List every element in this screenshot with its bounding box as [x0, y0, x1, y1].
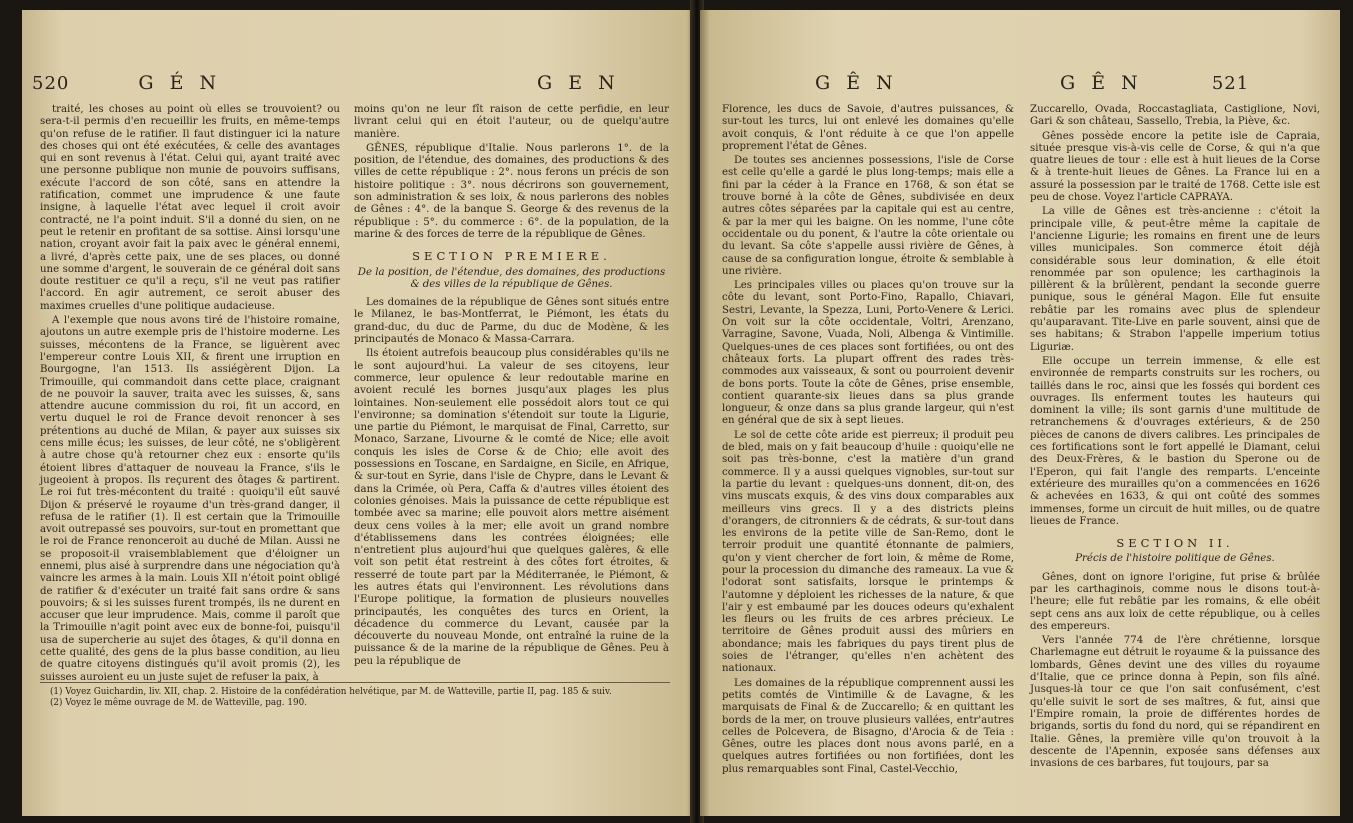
paragraph: Elle occupe un terrein immense, & elle est environnée de remparts construits sur les rochers, ou taillés dans le roc, ainsi que les fossés qui bordent ces ouvrages. Ils enferment toutes les hauteurs qui dominent la ville; ils sont garnis d'une multitude de retranchemens & d'ouvrages extérieurs, & de 250 pièces de canons de divers calibres. Les principales de ces fortifications sont le fort appellé le Diamant, celui des Deux-Frères, & le bastion du Sperone ou de l'Eperon, qui fait l'angle des remparts. L'enceinte extérieure des murailles qu'on a commencées en 1626 & achevées en 1633, & qui ont coûté des sommes immenses, forme un circuit de huit milles, ou de quatre lieues de France.: [1030, 355, 1320, 527]
paragraph: traité, les choses au point où elles se trouvoient? ou sera-t-il permis d'en recueillir les fruits, en même-temps qu'on refuse de le ratifier. Il faut distinguer ici la nature des choses qui ont été exécutées, & celle des avantages qui en sont revenus à l'état. Celui qui, ayant traité avec une personne publique non munie de pouvoirs suffisans, exécute l'accord de son côté, sans en attendre la ratification, commet une imprudence & une faute insigne, à laquelle l'état avec lequel il croit avoir contracté, ne l'a point induit. S'il a donné du sien, on ne peut le retenir en profitant de sa sottise. Ainsi lorsqu'une nation, croyant avoir fait la paix avec le général ennemi, a livré, d'après cette paix, une de ses places, ou donné une somme d'argent, le souverain de ce général doit sans doute restituer ce qu'il a reçu, s'il ne veut pas ratifier l'accord. En agir autrement, ce seroit abuser des maximes cruelles d'une politique audacieuse.: [40, 104, 340, 312]
left-page-number-header: [32, 72, 221, 100]
paragraph: moins qu'on ne leur fît raison de cette perfidie, en leur livrant celui qui en étoit l'auteur, ou de quelqu'autre manière.: [354, 104, 669, 140]
page-number-left: 520: [32, 73, 70, 94]
paragraph: Les principales villes ou places qu'on trouve sur la côte du levant, sont Porto-Fino, Rapallo, Chiavari, Sestri, Levante, la Spezza, Luni, Porto-Venere & Lerici. On voit sur la côte occidentale, Voltri, Arenzano, Varragine, Savone, Vuada, Noli, Albenga & Vintimille. Quelques-unes de ces places sont fortifiées, ou ont des châteaux forts. La plupart offrent des rades très-commodes aux vaisseaux, & sont ou pourroient devenir de bons ports. Toute la côte de Gênes, prise ensemble, contient quarante-six lieues dans sa plus grande longueur, & onze dans sa plus grande largeur, qui n'est en général que de six à sept lieues.: [722, 280, 1014, 427]
paragraph: Florence, les ducs de Savoie, d'autres puissances, & sur-tout les turcs, lui ont enlevé les domaines qu'elle avoit conquis, & l'ont réduite à ce que l'on appelle proprement l'état de Gênes.: [722, 104, 1014, 152]
section-heading: SECTION II.: [1116, 536, 1234, 551]
paragraph: Ils étoient autrefois beaucoup plus considérables qu'ils ne le sont aujourd'hui. La valeur de ses citoyens, leur commerce, leur opulence & leur redoutable marine en avoient reculé les bornes jusqu'aux plages les plus lointaines. Non-seulement elle possédoit alors tout ce qui l'environne; sa domination s'étendoit sur toute la Ligurie, une partie du Piémont, le marquisat de Final, Carretto, sur Monaco, Sarzane, Livourne & le comté de Nice; elle avoit conquis les isles de Corse & de Chio; elle avoit des possessions en Toscane, en Sardaigne, en Sicile, en Afrique, & sur-tout en Syrie, dans l'isle de Chypre, dans le Levant & dans la Crimée, où Pera, Caffa & d'autres villes étoient des colonies génoises. Mais la puissance de cette république est tombée avec sa marine; elle pouvoit alors mettre aisément deux cens voiles à la mer; elle avoit un grand nombre d'établissemens dans les contrées éloignées; elle n'entretient plus aujourd'hui que quelques galères, & elle voit son petit état restreint à des côtes fort étroites, & resserré de toute part par la Méditerranée, le Piémont, & les autres états qui l'environnent. Les révolutions dans l'Europe politique, la formation de plusieurs nouvelles principautés, les conquêtes des turcs en Orient, la décadence du commerce du Levant, causée par la découverte du nouveau Monde, ont entraîné la ruine de la puissance & de la marine de la république de Gênes. Peu à peu la république de: [354, 348, 669, 667]
section-subtitle: De la position, de l'étendue, des domaines, des productions & des villes de la république de Gênes.: [357, 266, 666, 290]
running-head-left-b: G E N: [537, 72, 620, 94]
running-head-left-a: G É N: [138, 72, 222, 94]
paragraph: La ville de Gênes est très-ancienne : c'étoit la principale ville, & peut-être même la capitale de l'ancienne Ligurie; les romains en firent une de leurs villes municipales. Son commerce étoit déjà considérable sous leur domination, & elle étoit renommée par son opulence; les carthaginois la pillèrent & la brûlèrent, pendant la seconde guerre punique, sous le général Magon. Elle fut ensuite rebâtie par les romains avec plus de splendeur qu'auparavant. Tite-Live en parle souvent, ainsi que de ses habitans; & Strabon l'appelle imperium totius Liguriæ.: [1030, 206, 1320, 353]
right-column-1: [722, 104, 1014, 778]
footnote: (2) Voyez le même ouvrage de M. de Watteville, pag. 190.: [50, 698, 307, 708]
paragraph: Gênes, dont on ignore l'origine, fut prise & brûlée par les carthaginois, comme nous le disons tout-à-l'heure; elle fut rebâtie par les romains, & elle obéit sept cens ans aux loix de cette république, ou à celles des empereurs.: [1030, 571, 1320, 632]
section-subtitle: Précis de l'histoire politique de Gênes.: [1075, 553, 1275, 565]
paragraph: De toutes ses anciennes possessions, l'isle de Corse est celle qu'elle a gardé le plus long-temps; mais elle a fini par la céder à la France en 1768, & son état se trouve borné à la côte de Gênes, subdivisée en deux autres côtes séparées par la capitale qui est au centre, & par la mer qui les baigne. On les nomme, l'une côte occidentale ou du ponent, & l'autre la côte orientale ou du levant. Sa côte s'appelle aussi rivière de Gênes, à cause de sa configuration longue, étroite & semblable à une rivière.: [722, 155, 1014, 277]
left-column-2: [354, 104, 669, 670]
paragraph: Les domaines de la république de Gênes sont situés entre le Milanez, le bas-Montferrat, le Piémont, les états du grand-duc, du duc de Parme, du duc de Modène, & les principautés de Monaco & Massa-Carrara.: [354, 297, 669, 346]
paragraph: Le sol de cette côte aride est pierreux; il produit peu de bled, mais on y fait beaucoup d'huile : quoiqu'elle ne soit pas très-bonne, c'est la matière d'un grand commerce. Il y a aussi quelques vignobles, sur-tout sur la partie du levant : quelques-uns donnent, dit-on, des vins muscats exquis, & des vins doux comparables aux meilleurs vins grecs. Il y a des districts pleins d'orangers, de citronniers & de cédrats, & sur-tout dans les environs de la petite ville de San-Remo, dont le terroir produit une quantité étonnante de palmiers, qu'on y vient chercher de fort loin, & même de Rome, pour la procession du dimanche des rameaux. La vue & l'odorat sont satisfaits, lorsque le printemps & l'automne y déploient les richesses de la nature, & que l'air y est embaumé par les douces odeurs qu'exhalent les fleurs ou les fruits de ces arbres précieux. Le territoire de Gênes produit aussi des mûriers en abondance; mais les fabriques du pays tirent plus de soies de l'étranger, qu'elles n'en achètent des nationaux.: [722, 429, 1014, 675]
right-page: [700, 10, 1340, 816]
left-column-1: [40, 104, 340, 686]
left-page: [22, 10, 694, 816]
right-column-2: [1030, 104, 1320, 772]
footnotes: [40, 682, 670, 709]
right-page-number-header: [1060, 72, 1249, 100]
page-number-right: 521: [1211, 73, 1250, 94]
paragraph: Les domaines de la république comprennent aussi les petits comtés de Vintimille & de Lavagne, & les marquisats de Final & de Zuccarello; & en quittant les bords de la mer, on trouve plusieurs vallées, entr'autres celles de Polcevera, de Bisagno, d'Arocia & de Teia : Gênes, outre les places dont nous avons parlé, en a quelques autres fortifiées ou non fortifiées, dont les plus remarquables sont Final, Castel-Vecchio,: [722, 677, 1014, 775]
paragraph: GÊNES, république d'Italie. Nous parlerons 1°. de la position, de l'étendue, des domaines, des productions & des villes de cette république : 2°. nous ferons un précis de son histoire politique : 3°. nous décrirons son gouvernement, son administration & ses loix, & nous parlerons des nobles de Gênes : 4°. de la banque S. George & des revenus de la république : 5°. du commerce : 6°. de la population, de la marine & des forces de terre de la république de Gênes.: [354, 142, 669, 240]
running-head-right-a: G Ê N: [815, 72, 898, 94]
footnote: (1) Voyez Guichardin, liv. XII, chap. 2. Histoire de la confédération helvétique, par M. de Watteville, partie II, pag. 185 & suiv.: [50, 687, 612, 697]
paragraph: Vers l'année 774 de l'ère chrétienne, lorsque Charlemagne eut détruit le royaume & la puissance des lombards, Gênes devint une des villes du royaume d'Italie, que ce prince donna à Pepin, son fils aîné. Jusques-là tour ce que l'on sait confusément, c'est qu'elle suivit le sort de ses maîtres, & fut, ainsi que l'Empire romain, la proie de différentes hordes de brigands, sortis du fond du nord, qui se répandirent en Italie. Gênes, la première ville qu'on trouvoit à la descente de l'Apennin, exposée sans défenses aux invasions de ces barbares, fut toujours, par sa: [1030, 635, 1320, 770]
paragraph: Gênes possède encore la petite isle de Capraia, située presque vis-à-vis celle de Corse, & qui n'a que quatre lieues de tour : elle est à huit lieues de la Corse & à trente-huit lieues de Gênes. La France lui en a assuré la possession par le traité de 1768. Cette isle est peu de chose. Voyez l'article CAPRAYA.: [1030, 130, 1320, 204]
paragraph: Zuccarello, Ovada, Roccastagliata, Castiglione, Novi, Gari & son château, Sassello, Trebia, la Piève, &c.: [1030, 104, 1320, 128]
paragraph: A l'exemple que nous avons tiré de l'histoire romaine, ajoutons un autre exemple pris de l'histoire moderne. Les suisses, mécontens de la France, se liguèrent avec l'empereur contre Louis XII, & firent une irruption en Bourgogne, l'an 1513. Ils assiégèrent Dijon. La Trimouille, qui commandoit dans cette place, craignant de ne pouvoir la sauver, traita avec les suisses, &, sans attendre aucune commission du roi, fit un accord, en vertu duquel le roi de France devoit renoncer à ses prétentions au duché de Milan, & payer aux suisses six cens mille écus; les suisses, de leur côté, ne s'obligèrent à autre chose qu'à retourner chez eux : ensorte qu'ils étoient libres d'attaquer de nouveau la France, s'ils le jugeoient à propos. Ils reçurent des ôtages & partirent. Le roi fut très-mécontent du traité : quoiqu'il eût sauvé Dijon & préservé le royaume d'un très-grand danger, il refusa de le ratifier (1). Il est certain que la Trimouille avoit outrepassé ses pouvoirs, sur-tout en promettant que le roi de France renonceroit au duché de Milan. Aussi ne se proposoit-il vraisemblablement que d'éloigner un ennemi, plus aisé à surprendre dans une négociation qu'à vaincre les armes à la main. Louis XII n'étoit point obligé de ratifier & d'exécuter un traité fait sans ordre & sans pouvoirs; & si les suisses furent trompés, ils ne durent en accuser que leur imprudence. Mais, comme il paroît que la Trimouille n'agit point avec eux de bonne-foi, puisqu'il usa de supercherie au sujet des ôtages, & qu'il donna en cette qualité, des gens de la plus basse condition, au lieu de quatre citoyens distingués qu'il avoit promis (2), les suisses auroient eu un juste sujet de refuser la paix, à: [40, 315, 340, 683]
section-heading: SECTION PREMIERE.: [412, 249, 611, 264]
running-head-right-b: G Ê N: [1060, 72, 1143, 94]
